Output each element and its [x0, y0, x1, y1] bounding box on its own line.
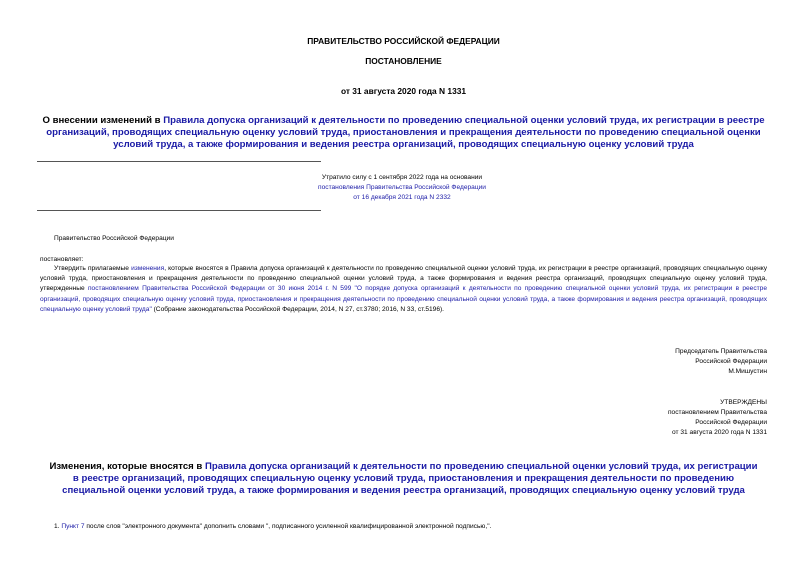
- main-paragraph: [40, 264, 767, 315]
- decree-599-link[interactable]: постановлением Правительства Российской Федерации от 30 июня 2014 г. N 599 "О порядке допуска организаций к деятельности по проведению специальной оценки условий труда, их регистрации в реестре организаций, проводящих специальную оценку условий труда, приостановления и прекращения деятельности по проведению специальной оценки условий труда, а также формирования и ведения реестра организаций, проводящих специальную оценку условий труда": [40, 285, 767, 313]
- approved-block: [668, 398, 767, 438]
- item1-number: 1.: [54, 523, 62, 530]
- repeal-note: [280, 173, 524, 203]
- signature-position: Председатель Правительства: [675, 348, 767, 355]
- changes-title: [48, 461, 759, 497]
- item1-clause-link[interactable]: Пункт 7: [61, 523, 85, 530]
- change-item-1: [54, 522, 491, 532]
- signature-name: М.Мишустин: [728, 368, 767, 375]
- separator-bottom: [37, 210, 321, 211]
- repeal-note-line1: Утратило силу с 1 сентября 2022 года на основании: [321, 174, 483, 181]
- separator-top: [37, 161, 321, 162]
- approved-date: от 31 августа 2020 года N 1331: [672, 429, 767, 436]
- government-header: ПРАВИТЕЛЬСТВО РОССИЙСКОЙ ФЕДЕРАЦИИ: [307, 36, 500, 46]
- changes-title-rules-link[interactable]: Правила допуска организаций к деятельности по проведению специальной оценки условий труда, их регистрации в реестре организаций, проводящих специальную оценку условий труда, приостановления и прекращения деятельности по проведению специальной оценки условий труда, а также формирования и ведения реестра организаций, проводящих специальную оценку условий труда: [62, 461, 758, 496]
- title-prefix: О внесении изменений в: [42, 115, 164, 126]
- gov-text: Правительство Российской Федерации: [54, 235, 174, 242]
- signature-block: [675, 347, 767, 377]
- doc-date-number: от 31 августа 2020 года N 1331: [340, 86, 467, 96]
- repeal-decree-link[interactable]: постановления Правительства Российской Федерации: [318, 184, 486, 191]
- approved-body: Российской Федерации: [695, 419, 767, 426]
- p1-start: Утвердить прилагаемые: [54, 265, 132, 272]
- changes-link[interactable]: изменения: [131, 265, 165, 272]
- approved-by: постановлением Правительства: [667, 409, 767, 416]
- p1-mid: , которые вносятся в Правила допуска организаций к деятельности по проведению специальной оценки условий труда, их регистрации в реестре организаций, проводящих специальную оценку условий труда, приостановления и прекращения деятельности по проведению специальной оценки условий труда, а также формирования и ведения реестра организаций, проводящих специальную оценку условий труда, утвержденные: [40, 265, 767, 293]
- item1-text: после слов "электронного документа" дополнить словами ", подписанного усиленной квалифицированной электронной подписью,".: [84, 523, 492, 530]
- p1-end: (Собрание законодательства Российской Федерации, 2014, N 27, ст.3780; 2016, N 33, ст.5196).: [151, 305, 445, 313]
- repeal-decree-date-link[interactable]: от 16 декабря 2021 года N 2332: [353, 194, 451, 201]
- decrees-text: постановляет:: [40, 256, 84, 263]
- signature-body: Российской Федерации: [695, 358, 767, 365]
- approved-label: УТВЕРЖДЕНЫ: [720, 399, 767, 406]
- changes-title-prefix: Изменения, которые вносятся в: [49, 461, 205, 472]
- document-title: [40, 115, 767, 151]
- title-rules-link[interactable]: Правила допуска организаций к деятельности по проведению специальной оценки условий труда, их регистрации в реестре организаций, проводящих специальную оценку условий труда, приостановления и прекращения деятельности по проведению специальной оценки условий труда, а также формирования и ведения реестра организаций, проводящих специальную оценку условий труда: [46, 115, 765, 150]
- doc-type: ПОСТАНОВЛЕНИЕ: [365, 56, 442, 66]
